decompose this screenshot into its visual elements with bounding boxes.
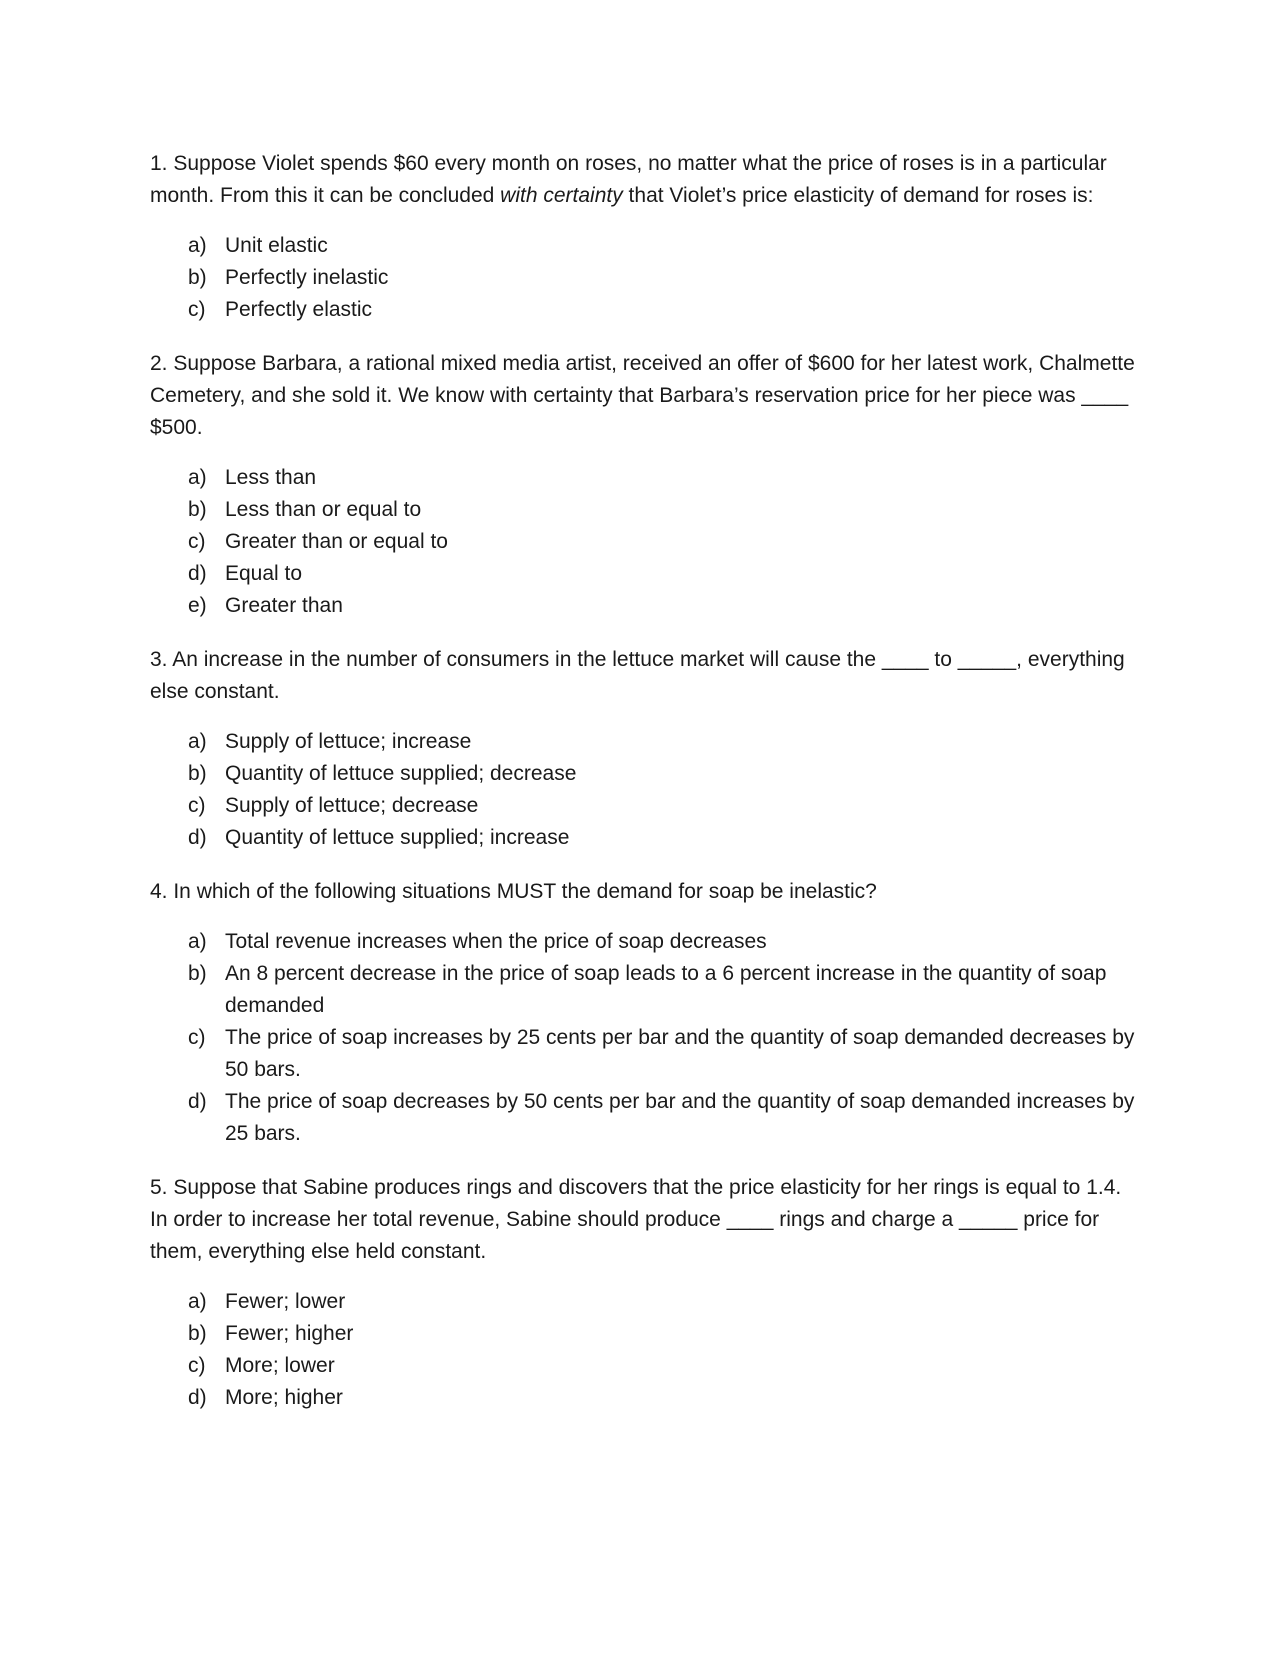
option-text: The price of soap increases by 25 cents per bar and the quantity of soap demanded decreases by 50 bars. [225, 1026, 1135, 1081]
option-letter: a) [188, 730, 207, 753]
option-item [188, 462, 1140, 494]
option-item [188, 294, 1140, 326]
option-letter: a) [188, 1290, 207, 1313]
option-item [188, 590, 1140, 622]
question-1-emphasis: with certainty [500, 184, 623, 207]
option-text: Greater than [225, 594, 343, 617]
option-letter: b) [188, 962, 207, 985]
option-text: The price of soap decreases by 50 cents per bar and the quantity of soap demanded increases by 25 bars. [225, 1090, 1135, 1145]
option-text: More; lower [225, 1354, 335, 1377]
question-4-options [150, 926, 1140, 1150]
option-item [188, 1382, 1140, 1414]
option-letter: c) [188, 530, 206, 553]
question-2-text: 2. Suppose Barbara, a rational mixed media artist, received an offer of $600 for her latest work, Chalmette Cemetery, and she sold it. We know with certainty that Barbara’s reservation price for her piece was ____ $500. [150, 352, 1135, 439]
question-3-options [150, 726, 1140, 854]
option-text: Unit elastic [225, 234, 328, 257]
option-item [188, 726, 1140, 758]
option-letter: d) [188, 1386, 207, 1409]
option-letter: e) [188, 594, 207, 617]
option-item [188, 262, 1140, 294]
option-item [188, 526, 1140, 558]
option-text: Perfectly inelastic [225, 266, 389, 289]
option-item [188, 1350, 1140, 1382]
question-1-text-part: that Violet’s price elasticity of demand for roses is: [622, 184, 1094, 207]
option-text: Fewer; higher [225, 1322, 354, 1345]
option-letter: a) [188, 234, 207, 257]
option-text: Less than [225, 466, 317, 489]
option-letter: d) [188, 826, 207, 849]
option-text: Perfectly elastic [225, 298, 373, 321]
option-item [188, 1086, 1140, 1150]
question-1-text [150, 148, 1140, 212]
option-text: Less than or equal to [225, 498, 422, 521]
option-letter: c) [188, 1026, 206, 1049]
question-2 [150, 348, 1140, 622]
option-item [188, 1022, 1140, 1086]
option-letter: c) [188, 1354, 206, 1377]
option-letter: b) [188, 1322, 207, 1345]
option-letter: b) [188, 498, 207, 521]
option-item [188, 758, 1140, 790]
option-item [188, 558, 1140, 590]
option-text: Quantity of lettuce supplied; increase [225, 826, 570, 849]
option-letter: b) [188, 762, 207, 785]
option-letter: b) [188, 266, 207, 289]
option-text: Fewer; lower [225, 1290, 346, 1313]
question-3-text: 3. An increase in the number of consumers in the lettuce market will cause the ____ to _____, everything else constant. [150, 648, 1125, 703]
question-2-options [150, 462, 1140, 622]
option-letter: c) [188, 298, 206, 321]
option-item [188, 790, 1140, 822]
question-4-text: 4. In which of the following situations MUST the demand for soap be inelastic? [150, 880, 877, 903]
question-1-options [150, 230, 1140, 326]
document-page [150, 148, 1140, 1436]
option-text: More; higher [225, 1386, 343, 1409]
question-5-options [150, 1286, 1140, 1414]
option-text: Quantity of lettuce supplied; decrease [225, 762, 577, 785]
option-text: Equal to [225, 562, 303, 585]
option-item [188, 494, 1140, 526]
option-text: Greater than or equal to [225, 530, 448, 553]
question-5-text: 5. Suppose that Sabine produces rings and discovers that the price elasticity for her rings is equal to 1.4. In order to increase her total revenue, Sabine should produce ____ rings and charge a _____ price for them, everything else held constant. [150, 1176, 1122, 1263]
option-letter: a) [188, 930, 207, 953]
option-text: An 8 percent decrease in the price of soap leads to a 6 percent increase in the quantity of soap demanded [225, 962, 1107, 1017]
option-item [188, 822, 1140, 854]
question-3 [150, 644, 1140, 854]
option-letter: a) [188, 466, 207, 489]
question-4 [150, 876, 1140, 1150]
option-item [188, 230, 1140, 262]
option-letter: d) [188, 1090, 207, 1113]
option-text: Supply of lettuce; increase [225, 730, 472, 753]
option-item [188, 958, 1140, 1022]
option-item [188, 1318, 1140, 1350]
option-letter: d) [188, 562, 207, 585]
option-letter: c) [188, 794, 206, 817]
option-item [188, 1286, 1140, 1318]
option-text: Total revenue increases when the price of soap decreases [225, 930, 767, 953]
question-5 [150, 1172, 1140, 1414]
question-1 [150, 148, 1140, 326]
option-item [188, 926, 1140, 958]
option-text: Supply of lettuce; decrease [225, 794, 479, 817]
question-1-text-part: 1. Suppose Violet spends $60 every month on roses, no matter what the price of roses is in a particular month. From this it can be concluded [150, 152, 1107, 207]
